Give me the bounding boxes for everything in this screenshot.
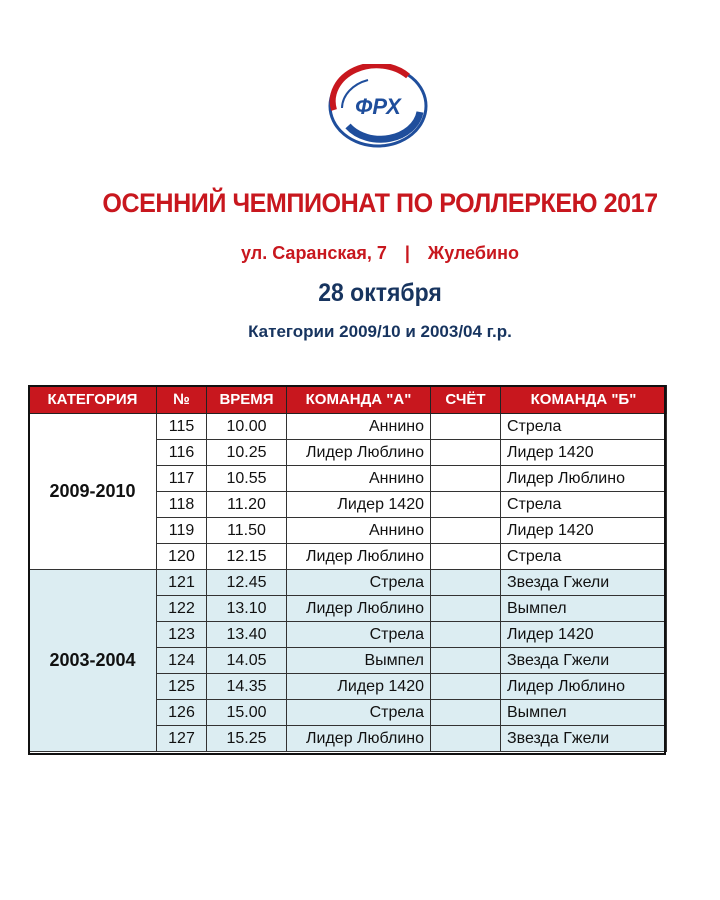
- time-cell: 10.55: [207, 466, 287, 492]
- score-cell: [431, 674, 501, 700]
- team-a-cell: Аннино: [287, 518, 431, 544]
- time-cell: 12.15: [207, 544, 287, 570]
- team-a-cell: Лидер 1420: [287, 674, 431, 700]
- score-cell: [431, 440, 501, 466]
- team-b-cell: Лидер Люблино: [501, 674, 667, 700]
- table-row: [29, 414, 667, 440]
- score-cell: [431, 726, 501, 752]
- team-a-cell: Аннино: [287, 414, 431, 440]
- time-cell: 10.25: [207, 440, 287, 466]
- time-cell: 14.05: [207, 648, 287, 674]
- time-cell: 12.45: [207, 570, 287, 596]
- score-cell: [431, 414, 501, 440]
- time-cell: 11.20: [207, 492, 287, 518]
- team-b-cell: Лидер 1420: [501, 440, 667, 466]
- score-cell: [431, 648, 501, 674]
- address-district: Жулебино: [427, 243, 519, 263]
- team-a-cell: Лидер Люблино: [287, 596, 431, 622]
- match-number-cell: 115: [157, 414, 207, 440]
- match-number-cell: 123: [157, 622, 207, 648]
- address-street: ул. Саранская, 7: [241, 243, 387, 263]
- team-b-cell: Стрела: [501, 414, 667, 440]
- match-number-cell: 120: [157, 544, 207, 570]
- table-row: [29, 570, 667, 596]
- team-a-cell: Аннино: [287, 466, 431, 492]
- logo-text: ФРХ: [355, 94, 401, 119]
- event-date: 28 октября: [318, 279, 442, 307]
- table-header-row: [29, 386, 667, 414]
- time-cell: 14.35: [207, 674, 287, 700]
- match-number-cell: 116: [157, 440, 207, 466]
- match-number-cell: 124: [157, 648, 207, 674]
- time-cell: 15.25: [207, 726, 287, 752]
- time-cell: 15.00: [207, 700, 287, 726]
- team-a-cell: Лидер Люблино: [287, 440, 431, 466]
- team-b-cell: Лидер Люблино: [501, 466, 667, 492]
- score-cell: [431, 570, 501, 596]
- categories-subtitle: Категории 2009/10 и 2003/04 г.р.: [248, 322, 512, 341]
- match-number-cell: 117: [157, 466, 207, 492]
- time-cell: 13.10: [207, 596, 287, 622]
- team-b-cell: Лидер 1420: [501, 622, 667, 648]
- team-a-cell: Лидер 1420: [287, 492, 431, 518]
- address-separator: |: [404, 243, 410, 263]
- team-b-cell: Вымпел: [501, 700, 667, 726]
- team-b-cell: Вымпел: [501, 596, 667, 622]
- match-number-cell: 127: [157, 726, 207, 752]
- column-header: №: [157, 386, 207, 414]
- team-a-cell: Вымпел: [287, 648, 431, 674]
- category-cell: 2009-2010: [29, 414, 157, 570]
- time-cell: 10.00: [207, 414, 287, 440]
- venue-address: [0, 243, 720, 264]
- team-b-cell: Звезда Гжели: [501, 726, 667, 752]
- team-b-cell: Лидер 1420: [501, 518, 667, 544]
- page-title: ОСЕННИЙ ЧЕМПИОНАТ ПО РОЛЛЕРКЕЮ 2017: [102, 188, 658, 218]
- team-a-cell: Лидер Люблино: [287, 544, 431, 570]
- team-b-cell: Стрела: [501, 492, 667, 518]
- score-cell: [431, 492, 501, 518]
- match-number-cell: 126: [157, 700, 207, 726]
- team-b-cell: Звезда Гжели: [501, 648, 667, 674]
- team-a-cell: Стрела: [287, 700, 431, 726]
- column-header: КОМАНДА "А": [287, 386, 431, 414]
- category-cell: 2003-2004: [29, 570, 157, 752]
- score-cell: [431, 596, 501, 622]
- match-number-cell: 121: [157, 570, 207, 596]
- team-a-cell: Лидер Люблино: [287, 726, 431, 752]
- match-number-cell: 119: [157, 518, 207, 544]
- column-header: СЧЁТ: [431, 386, 501, 414]
- column-header: КОМАНДА "Б": [501, 386, 667, 414]
- team-a-cell: Стрела: [287, 570, 431, 596]
- schedule-table: [28, 385, 667, 752]
- score-cell: [431, 466, 501, 492]
- team-b-cell: Стрела: [501, 544, 667, 570]
- match-number-cell: 122: [157, 596, 207, 622]
- frh-logo-icon: [328, 64, 428, 148]
- time-cell: 13.40: [207, 622, 287, 648]
- score-cell: [431, 518, 501, 544]
- score-cell: [431, 700, 501, 726]
- match-number-cell: 125: [157, 674, 207, 700]
- match-number-cell: 118: [157, 492, 207, 518]
- team-b-cell: Звезда Гжели: [501, 570, 667, 596]
- team-a-cell: Стрела: [287, 622, 431, 648]
- column-header: ВРЕМЯ: [207, 386, 287, 414]
- time-cell: 11.50: [207, 518, 287, 544]
- score-cell: [431, 622, 501, 648]
- column-header: КАТЕГОРИЯ: [29, 386, 157, 414]
- score-cell: [431, 544, 501, 570]
